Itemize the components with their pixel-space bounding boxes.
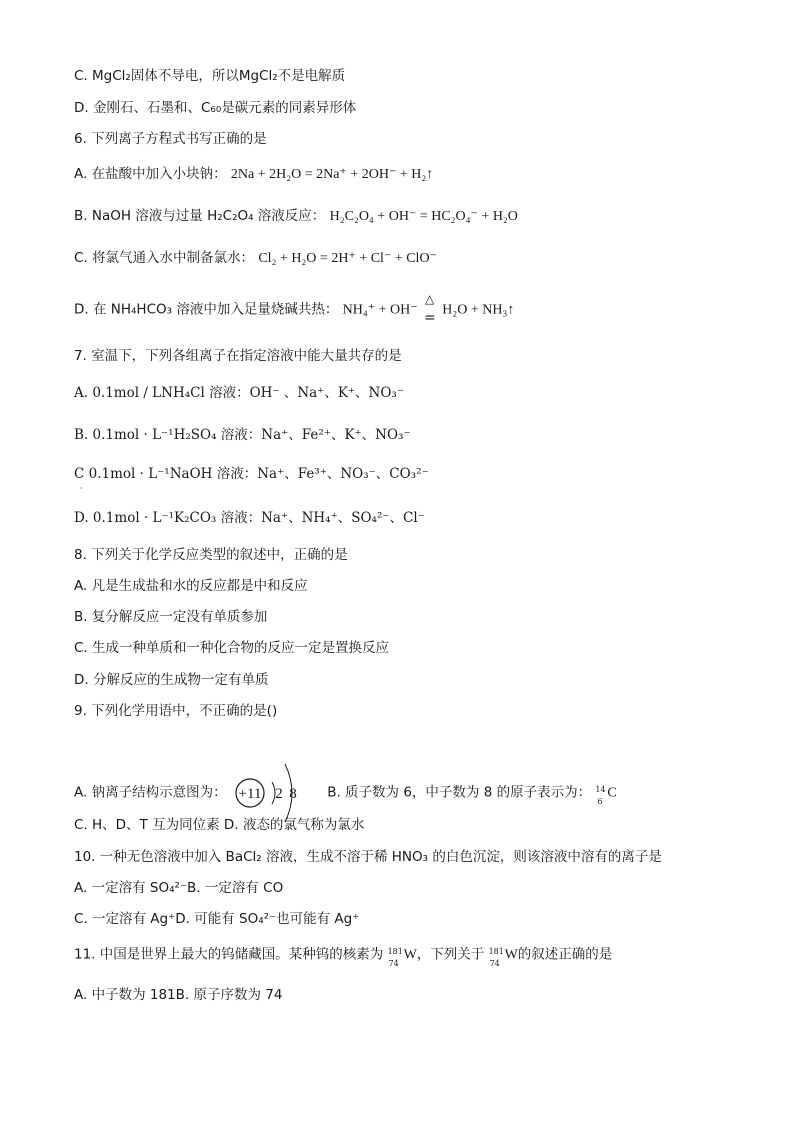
option-label: D. 在 NH₄HCO₃ 溶液中加入足量烧碱共热： xyxy=(74,301,339,318)
atomic-number: 6 xyxy=(597,797,603,806)
question-10-stem: 10. 一种无色溶液中加入 BaCl₂ 溶液，生成不溶于稀 HNO₃ 的白色沉淀，则该溶液中溶有的离子是 xyxy=(74,849,662,865)
option-c-mgcl2: C. MgCl₂固体不导电，所以MgCl₂不是电解质 xyxy=(74,68,346,84)
question-7-option-b: B. 0.1mol · L⁻¹H₂SO₄ 溶液：Na⁺、Fe²⁺、K⁺、NO₃⁻ xyxy=(74,427,411,443)
option-label: C. 将氯气通入水中制备氯水： xyxy=(74,250,255,266)
question-11-options-ab: A. 中子数为 181B. 原子序数为 74 xyxy=(74,987,283,1003)
equation: H₂C₂O₄ + OH⁻ = HC₂O₄⁻ + H₂O xyxy=(329,209,518,224)
heat-symbol: △ xyxy=(424,292,435,306)
element-symbol: W xyxy=(504,947,518,963)
question-6-stem: 6. 下列离子方程式书写正确的是 xyxy=(74,131,267,147)
equation-left: NH₄⁺ + OH⁻ xyxy=(342,302,418,318)
stem-text-3: 的叙述正确的是 xyxy=(517,946,613,963)
mass-number: 14 xyxy=(595,785,606,794)
mass-number: 181 xyxy=(488,947,504,956)
question-8-option-c: C. 生成一种单质和一种化合物的反应一定是置换反应 xyxy=(74,640,390,656)
question-6-option-a xyxy=(74,164,433,185)
stem-text-2: ，下列关于 xyxy=(416,946,485,963)
nuclide-notation-w181 xyxy=(388,944,404,966)
equation: Cl₂ + H₂O = 2H⁺ + Cl⁻ + ClO⁻ xyxy=(258,251,437,266)
nucleus-charge: +11 xyxy=(238,786,262,802)
question-8-option-d: D. 分解反应的生成物一定有单质 xyxy=(74,672,269,688)
question-9-stem: 9. 下列化学用语中，不正确的是() xyxy=(74,703,278,719)
equation: 2Na + 2H₂O = 2Na⁺ + 2OH⁻ + H₂↑ xyxy=(230,167,434,182)
question-6-option-b xyxy=(74,206,518,227)
shell-2-electrons: 8 xyxy=(289,786,297,802)
question-8-stem: 8. 下列关于化学反应类型的叙述中，正确的是 xyxy=(74,547,348,563)
shell-1-electrons: 2 xyxy=(275,786,283,802)
equation-right: H₂O + NH₃↑ xyxy=(442,302,515,318)
question-7-option-d: D. 0.1mol · L⁻¹K₂CO₃ 溶液：Na⁺、NH₄⁺、SO₄²⁻、Cl⁻ xyxy=(74,510,425,526)
question-8-option-a: A. 凡是生成盐和水的反应都是中和反应 xyxy=(74,578,308,594)
option-label: B. NaOH 溶液与过量 H₂C₂O₄ 溶液反应： xyxy=(74,208,326,224)
equals-sign: = xyxy=(423,310,436,326)
option-label: A. 在盐酸中加入小块钠： xyxy=(74,166,227,182)
atomic-number: 74 xyxy=(489,959,500,968)
question-7-stem: 7. 室温下，下列各组离子在指定溶液中能大量共存的是 xyxy=(74,348,402,364)
question-6-option-c xyxy=(74,248,437,269)
option-a-label: A. 钠离子结构示意图为： xyxy=(74,784,227,801)
stem-text-1: 11. 中国是世界上最大的钨储藏国。某种钨的核素为 xyxy=(74,946,384,963)
heat-condition xyxy=(422,292,438,326)
stray-dot: · xyxy=(80,484,83,493)
question-7-option-c: C 0.1mol · L⁻¹NaOH 溶液：Na⁺、Fe³⁺、NO₃⁻、CO₃²⁻ xyxy=(74,466,429,482)
question-6-option-d xyxy=(74,292,515,326)
question-10-options-ab: A. 一定溶有 SO₄²⁻B. 一定溶有 CO xyxy=(74,880,284,896)
element-symbol: C xyxy=(607,785,617,801)
nuclide-notation-c14 xyxy=(595,782,607,804)
option-d-carbon: D. 金刚石、石墨和、C₆₀是碳元素的同素异形体 xyxy=(74,100,357,116)
mass-number: 181 xyxy=(387,947,403,956)
question-11-stem xyxy=(74,944,612,966)
question-9-options-cd: C. H、D、T 互为同位素 D. 液态的氯气称为氯水 xyxy=(74,817,365,833)
element-symbol: W xyxy=(403,947,417,963)
option-b-text: B. 质子数为 6，中子数为 8 的原子表示为： xyxy=(327,784,592,801)
atomic-number: 74 xyxy=(388,959,399,968)
question-7-option-a: A. 0.1mol / LNH₄Cl 溶液：OH⁻ 、Na⁺、K⁺、NO₃⁻ xyxy=(74,385,404,401)
nuclide-notation-w181 xyxy=(489,944,505,966)
question-10-options-cd: C. 一定溶有 Ag⁺D. 可能有 SO₄²⁻也可能有 Ag⁺ xyxy=(74,911,360,927)
question-8-option-b: B. 复分解反应一定没有单质参加 xyxy=(74,609,268,625)
